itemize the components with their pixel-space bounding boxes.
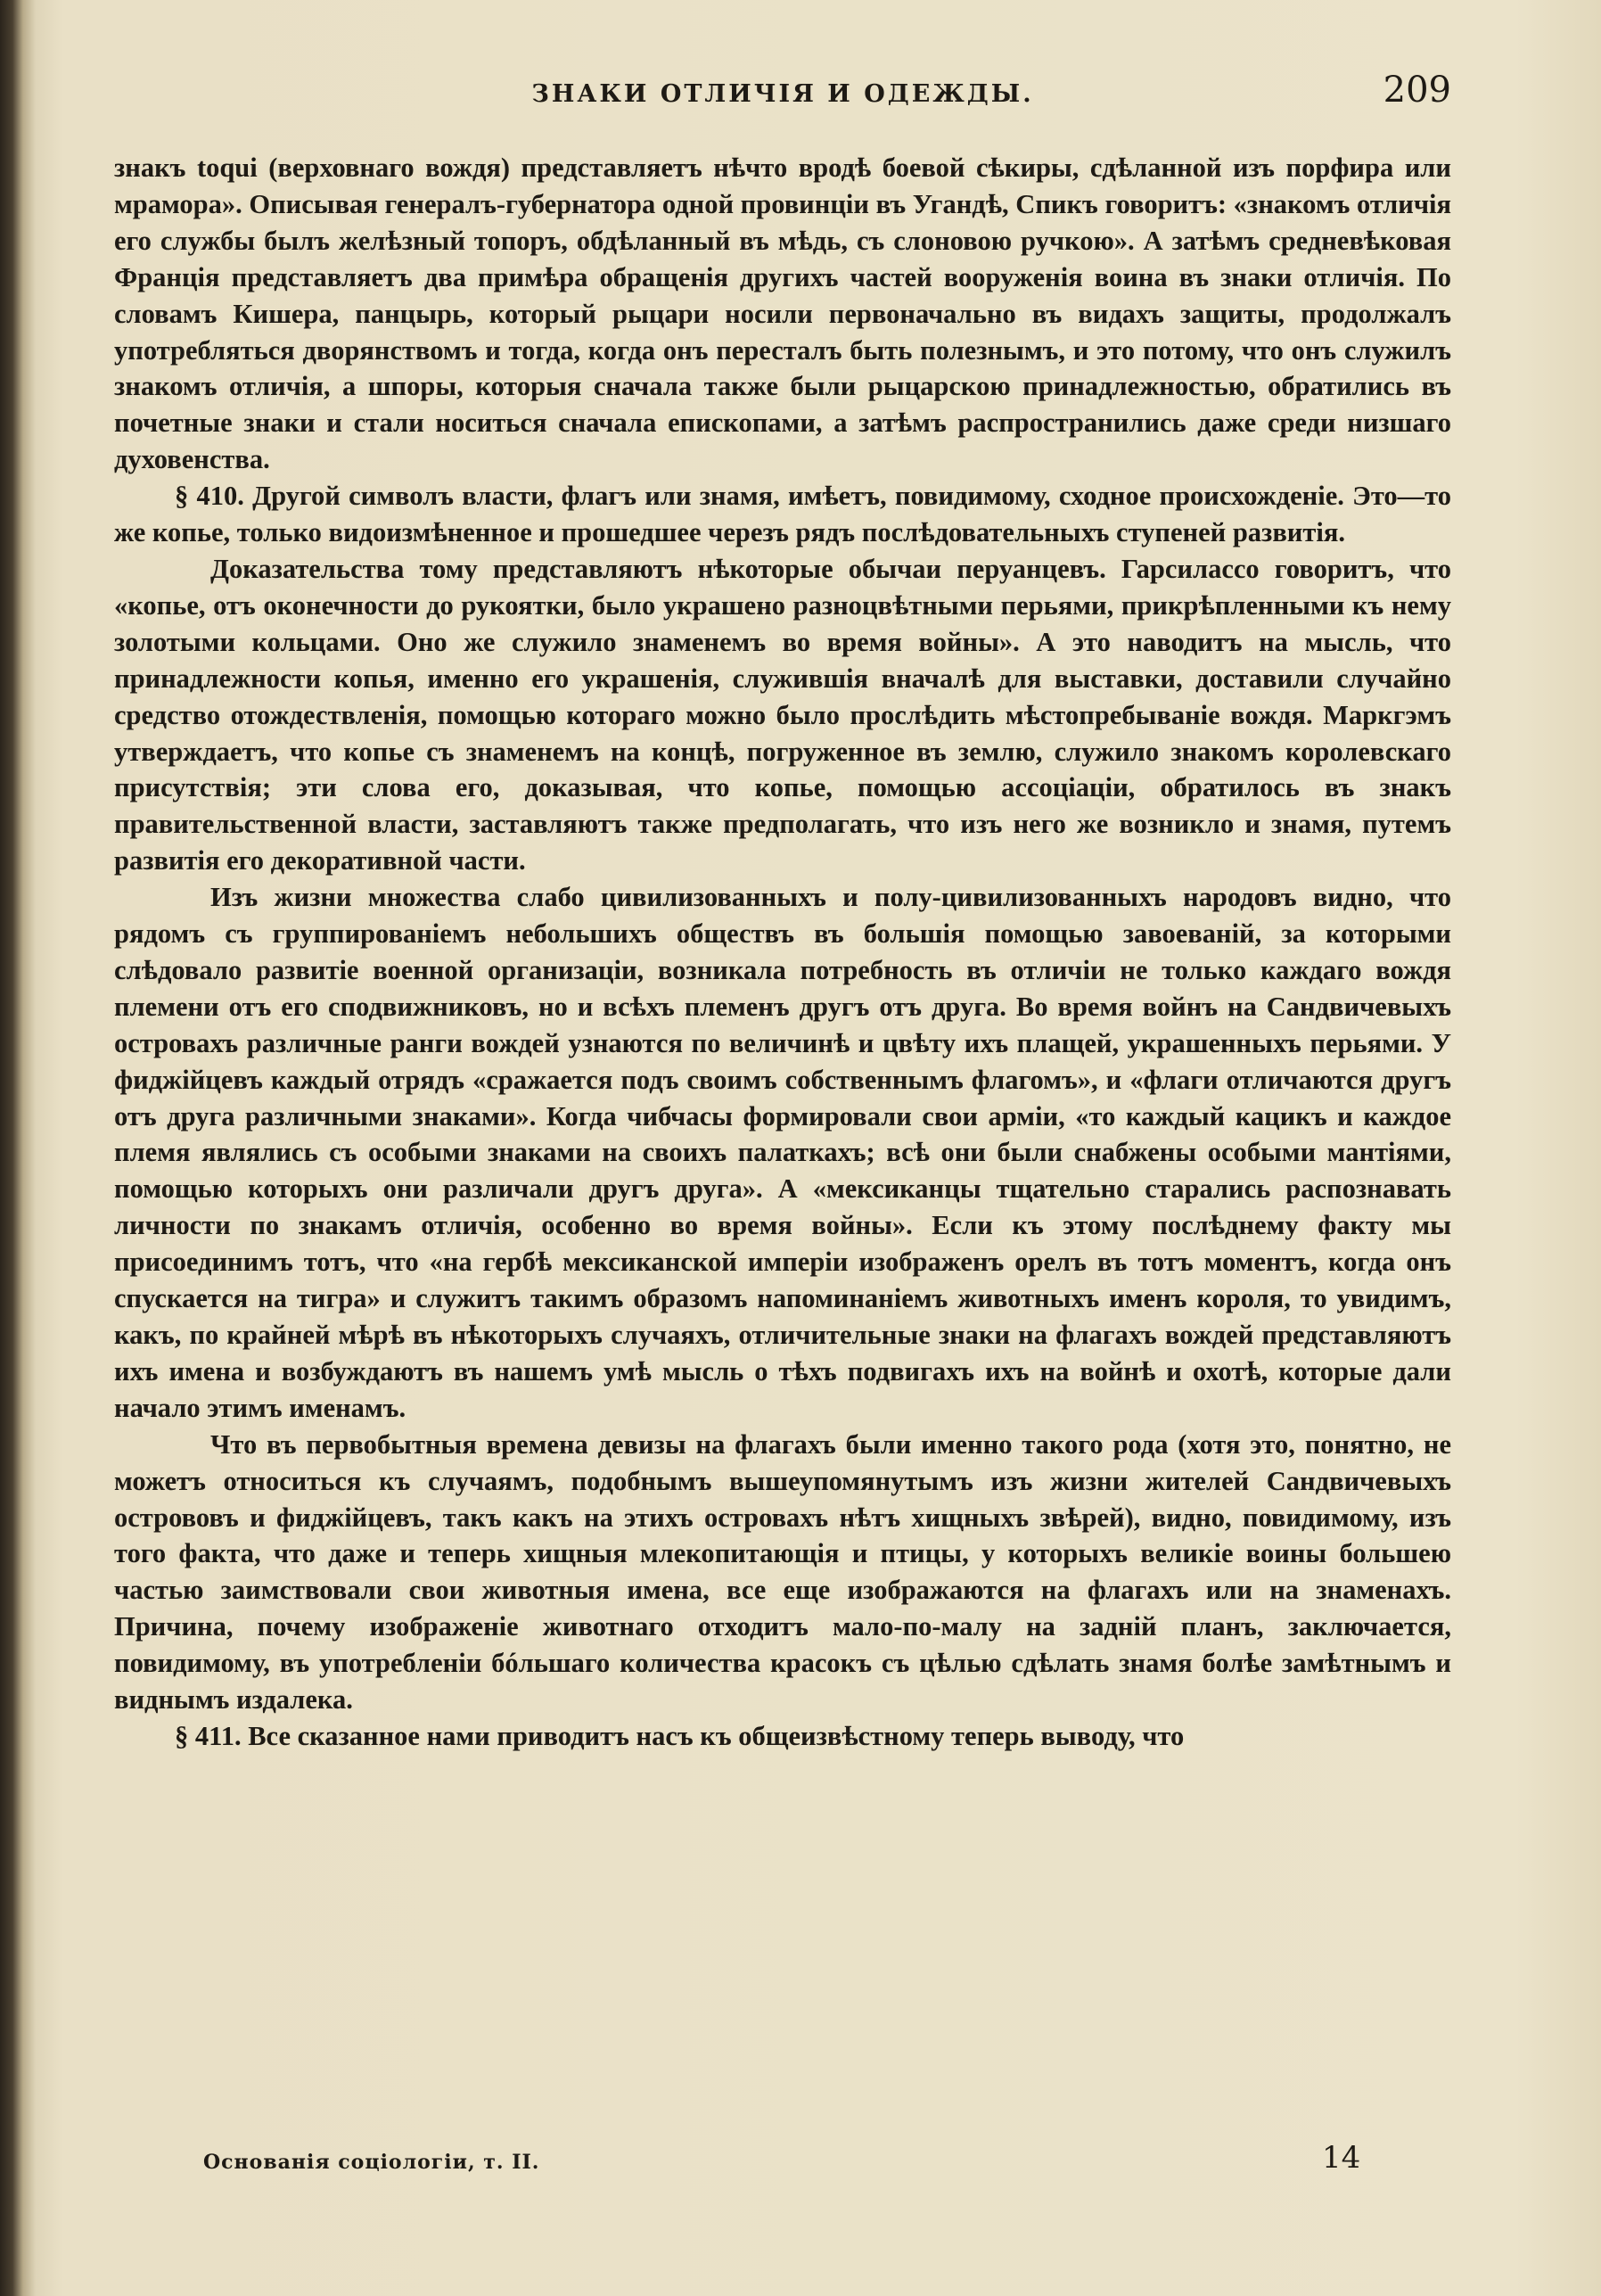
- paragraph-continued: знакъ toqui (верховнаго вождя) представляетъ нѣчто вродѣ боевой сѣкиры, сдѣланной изъ порфира или мрамора». Описывая генералъ-губернатора одной провинціи въ Угандѣ, Спикъ говоритъ: «знакомъ отличія его службы былъ желѣзный топоръ, обдѣланный въ мѣдь, съ слоновою ручкою». А затѣмъ средневѣковая Франція представляетъ два примѣра обращенія другихъ частей вооруженія воина въ знаки отличія. По словамъ Кишера, панцырь, который рыцари носили первоначально въ видахъ защиты, продолжалъ употребляться дворянствомъ и тогда, когда онъ пересталъ быть полезнымъ, и это потому, что онъ служилъ знакомъ отличія, а шпоры, которыя сначала также были рыцарскою принадлежностью, обратились въ почетные знаки и стали носиться сначала епископами, а затѣмъ распространились даже среди низшаго духовенства.: [114, 152, 1451, 475]
- body-text: [114, 150, 1451, 1755]
- paragraph: Изъ жизни множества слабо цивилизованныхъ и полу-цивилизованныхъ народовъ видно, что рядомъ съ группированіемъ небольшихъ обществъ въ большія помощью завоеваній, за которыми слѣдовало развитіе военной организаціи, возникала потребность въ отличіи не только каждаго вождя племени отъ его сподвижниковъ, но и всѣхъ племенъ другъ отъ друга. Во время войнъ на Сандвичевыхъ островахъ различные ранги вождей узнаются по величинѣ и цвѣту ихъ плащей, украшенныхъ перьями. У фиджійцевъ каждый отрядъ «сражается подъ своимъ собственнымъ флагомъ», и «флаги отличаются другъ отъ друга различными знаками». Когда чибчасы формировали свои арміи, «то каждый кацикъ и каждое племя являлись съ особыми знаками на своихъ палаткахъ; всѣ они были снабжены особыми мантіями, помощью которыхъ они различали другъ друга». А «мексиканцы тщательно старались распознавать личности по знакамъ отличія, особенно во время войны». Если къ этому послѣднему факту мы присоединимъ тотъ, что «на гербѣ мексиканской имперіи изображенъ орелъ въ тотъ моментъ, когда онъ спускается на тигра» и служитъ такимъ образомъ напоминаніемъ животныхъ именъ короля, то увидимъ, какъ, по крайней мѣрѣ въ нѣкоторыхъ случаяхъ, отличительные знаки на флагахъ вождей представляютъ ихъ имена и возбуждаютъ въ нашемъ умѣ мысль о тѣхъ подвигахъ ихъ на войнѣ и охотѣ, которые дали начало этимъ именамъ.: [114, 882, 1451, 1423]
- running-head: [114, 70, 1451, 114]
- sheet-number: 14: [1322, 2140, 1361, 2176]
- paragraph: Что въ первобытныя времена девизы на флагахъ были именно такого рода (хотя это, понятно, не можетъ относиться къ случаямъ, подобнымъ вышеупомянутымъ изъ жизни жителей Сандвичевыхъ острововъ и фиджійцевъ, такъ какъ на этихъ островахъ нѣтъ хищныхъ звѣрей), видно, повидимому, изъ того факта, что даже и теперь хищныя млекопитающія и птицы, у которыхъ великіе воины большею частью заимствовали свои животныя имена, все еще изображаются на флагахъ или на знаменахъ. Причина, почему изображеніе животнаго отходитъ мало-по-малу на задній планъ, заключается, повидимому, въ употребленіи бóльшаго количества красокъ съ цѣлью сдѣлать знамя болѣе замѣтнымъ и виднымъ издалека.: [114, 1428, 1451, 1716]
- paragraph: Доказательства тому представляютъ нѣкоторые обычаи перуанцевъ. Гарсиласcо говоритъ, что «копье, отъ оконечности до рукоятки, было украшено разноцвѣтными перьями, прикрѣпленными къ нему золотыми кольцами. Оно же служило знаменемъ во время войны». А это наводитъ на мысль, что принадлежности копья, именно его украшенія, служившія вначалѣ для выставки, доставили случайно средство отождествленія, помощью котораго можно было прослѣдить мѣстопребываніе вождя. Маркгэмъ утверждаетъ, что копье съ знаменемъ на концѣ, погруженное въ землю, служило знакомъ королевскаго присутствія; эти слова его, доказывая, что копье, помощью ассоціаціи, обратилось въ знакъ правительственной власти, заставляютъ также предполагать, что изъ него же возникло и знамя, путемъ развитія его декоративной части.: [114, 553, 1451, 876]
- paragraph-section-410: § 410. Другой символъ власти, флагъ или знамя, имѣетъ, повидимому, сходное происхожденіе. Это—то же копье, только видоизмѣненное и прошедшее черезъ рядъ послѣдовательныхъ ступеней развитія.: [114, 481, 1451, 548]
- paragraph-section-411: § 411. Все сказанное нами приводитъ насъ къ общеизвѣстному теперь выводу, что: [175, 1720, 1185, 1751]
- page-footer: [114, 2140, 1451, 2183]
- signature-line: Основанія соціологіи, т. II.: [203, 2151, 540, 2174]
- running-title: ЗНАКИ ОТЛИЧІЯ И ОДЕЖДЫ.: [531, 80, 1034, 108]
- page-number: 209: [1383, 70, 1451, 111]
